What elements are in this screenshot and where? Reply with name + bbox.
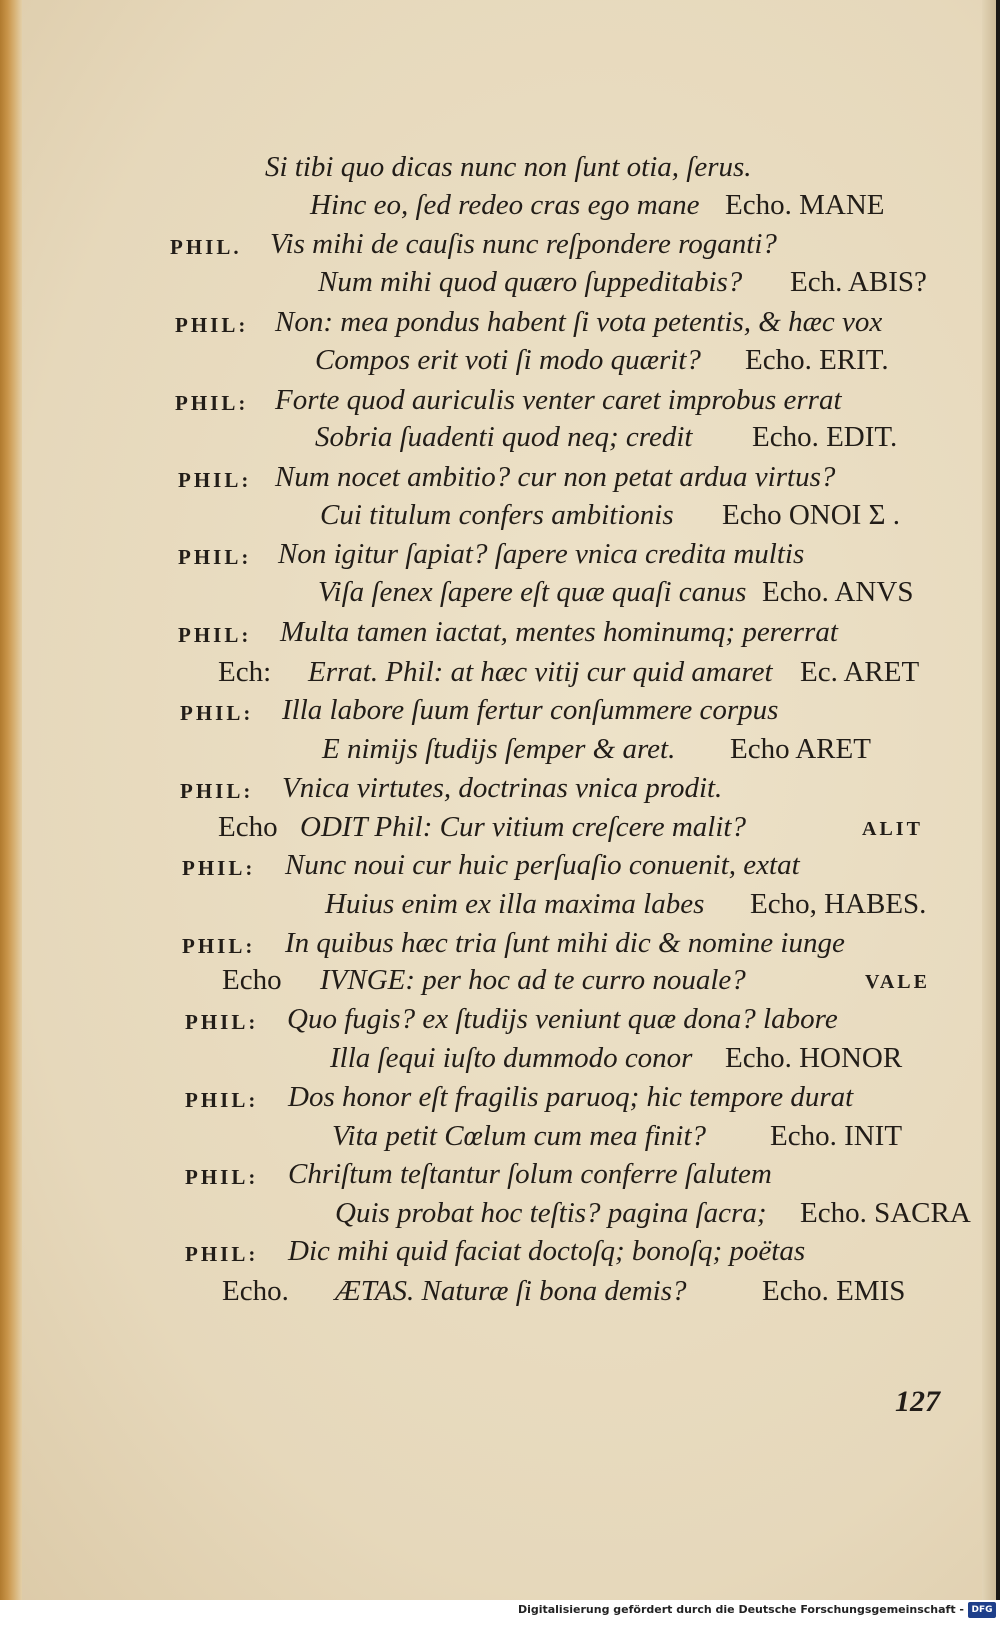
verse-line [265,150,752,184]
speaker-text: PHIL: [175,313,249,337]
echo-text: Echo. HONOR [725,1042,903,1074]
speaker-label [185,1005,258,1039]
verse-text: Illa ſequi iuſto dummodo conor [330,1042,693,1074]
speaker-label [178,618,251,652]
echo-text: Echo, HABES. [750,888,927,920]
speaker-label [175,386,248,420]
book-spine [0,0,22,1600]
verse-text: Nunc noui cur huic perſuaſio conuenit, extat [285,849,800,881]
speaker-label [185,1083,258,1117]
speaker-label [182,851,255,885]
verse-text: Non igitur ſapiat? ſapere vnica credita multis [278,538,805,570]
echo-response [800,1196,971,1230]
verse-text: Hinc eo, ſed redeo cras ego mane [310,189,700,221]
speaker-label [170,230,242,264]
verse-line [320,963,746,997]
echo-text: Echo. ERIT. [745,344,889,376]
echo-text: Ech. ABIS? [790,266,927,298]
echo-response [800,655,919,689]
verse-line [300,810,746,844]
echo-text: Ec. ARET [800,656,920,688]
verse-text: Dic mihi quid faciat doctoſq; bonoſq; poëtas [288,1235,806,1267]
verse-line [310,188,700,222]
verse-line [322,732,675,766]
verse-line [280,615,838,649]
verse-line [270,227,777,261]
echo-text: Echo. SACRA [800,1197,971,1229]
verse-text: Cui titulum confers ambitionis [320,499,674,531]
page-edge [982,0,996,1600]
speaker-label [180,696,253,730]
verse-text: Forte quod auriculis venter caret improbus errat [275,384,842,416]
speaker-text: Echo [218,811,278,843]
verse-text: Errat. Phil: at hæc vitij cur quid amaret [308,656,773,688]
verse-line [332,1119,706,1153]
speaker-text: PHIL: [185,1165,259,1189]
echo-text: Echo. INIT [770,1120,903,1152]
verse-text: Vnica virtutes, doctrinas vnica prodit. [282,772,723,804]
speaker-text: PHIL: [178,468,252,492]
verse-line [318,265,742,299]
speaker-text: PHIL: [185,1242,259,1266]
verse-line [315,420,692,454]
echo-response [862,812,923,846]
echo-text: Echo. EDIT. [752,421,898,453]
echo-response [745,343,889,377]
verse-line [275,305,882,339]
speaker-text: PHIL: [180,701,254,725]
verse-line [335,1196,767,1230]
verse-line [308,655,773,689]
speaker-label [185,1160,258,1194]
speaker-text: PHIL: [185,1088,259,1112]
speaker-label [175,308,248,342]
verse-line [320,498,674,532]
echo-text: ALIT [862,818,923,840]
verse-text: Huius enim ex illa maxima labes [325,888,705,920]
speaker-label [182,929,255,963]
verse-line [288,1157,772,1191]
verse-text: Quis probat hoc teſtis? pagina ſacra; [335,1197,767,1229]
echo-response [762,575,913,609]
verse-line [282,771,722,805]
verse-text: E nimijs ſtudijs ſemper & aret. [322,733,676,765]
verse-text: Vis mihi de cauſis nunc reſpondere roganti? [270,228,777,260]
echo-text: VALE [865,971,930,993]
verse-line [275,383,842,417]
echo-response [722,498,900,532]
echo-response [725,188,884,222]
verse-line [318,575,746,609]
verse-text: In quibus hæc tria ſunt mihi dic & nomine iunge [285,927,845,959]
verse-text: Viſa ſenex ſapere eſt quæ quaſi canus [318,576,747,608]
digitization-footer [0,1600,1000,1625]
verse-text: Si tibi quo dicas nunc non ſunt otia, ſerus. [265,151,752,183]
speaker-label [222,1274,289,1308]
echo-response [770,1119,902,1153]
speaker-label [180,774,253,808]
speaker-label [218,810,278,844]
speaker-label [185,1237,258,1271]
echo-text: Echo. MANE [725,189,885,221]
verse-text: Quo fugis? ex ſtudijs veniunt quæ dona? labore [287,1003,838,1035]
speaker-text: PHIL: [175,391,249,415]
echo-response [790,265,927,299]
echo-response [762,1274,905,1308]
speaker-text: PHIL: [180,779,254,803]
speaker-text: PHIL: [182,856,256,880]
echo-response [752,420,897,454]
verse-line [315,343,701,377]
speaker-text: PHIL: [185,1010,259,1034]
verse-line [282,693,778,727]
verse-text: ÆTAS. Naturæ ſi bona demis? [335,1275,687,1307]
echo-text: Echo ARET [730,733,871,765]
speaker-label [178,463,251,497]
speaker-text: PHIL: [182,934,256,958]
verse-line [330,1041,692,1075]
verse-text: Num mihi quod quæro ſuppeditabis? [318,266,743,298]
echo-response [865,965,930,999]
verse-text: Compos erit voti ſi modo quærit? [315,344,701,376]
verse-text: Vita petit Cœlum cum mea finit? [332,1120,707,1152]
speaker-label [222,963,282,997]
dfg-logo-icon: DFG [968,1602,996,1618]
verse-line [285,926,845,960]
verse-text: Chriſtum teſtantur ſolum conferre ſalutem [288,1158,772,1190]
page-number: 127 [895,1385,940,1418]
verse-line [288,1080,853,1114]
verse-line [275,460,835,494]
verse-line [288,1234,805,1268]
echo-text: Echo. EMIS [762,1275,906,1307]
verse-text: Num nocet ambitio? cur non petat ardua virtus? [275,461,836,493]
speaker-text: Echo [222,964,282,996]
verse-line [278,537,804,571]
verse-line [287,1002,838,1036]
verse-text: ODIT Phil: Cur vitium creſcere malit? [300,811,746,843]
verse-text: Illa labore ſuum fertur conſummere corpus [282,694,779,726]
verse-line [285,848,800,882]
verse-text: Non: mea pondus habent ſi vota petentis, & hæc vox [275,306,883,338]
echo-response [750,887,926,921]
verse-text: Sobria ſuadenti quod neq; credit [315,421,693,453]
speaker-label [218,655,271,689]
echo-text: Echo ΟΝΟΙ Σ . [722,499,900,531]
verse-line [335,1274,687,1308]
speaker-label [178,540,251,574]
verse-text: Multa tamen iactat, mentes hominumq; pererrat [280,616,838,648]
speaker-text: PHIL. [170,235,242,259]
verse-line [325,887,704,921]
speaker-text: PHIL: [178,623,252,647]
speaker-text: Ech: [218,656,272,688]
echo-response [730,732,871,766]
echo-text: Echo. ANVS [762,576,914,608]
speaker-text: Echo. [222,1275,289,1307]
speaker-text: PHIL: [178,545,252,569]
funding-credit: Digitalisierung gefördert durch die Deutsche Forschungsgemeinschaft - [517,1603,964,1616]
verse-text: Dos honor eſt fragilis paruoq; hic tempore durat [288,1081,854,1113]
echo-response [725,1041,902,1075]
verse-text: IVNGE: per hoc ad te curro nouale? [320,964,746,996]
